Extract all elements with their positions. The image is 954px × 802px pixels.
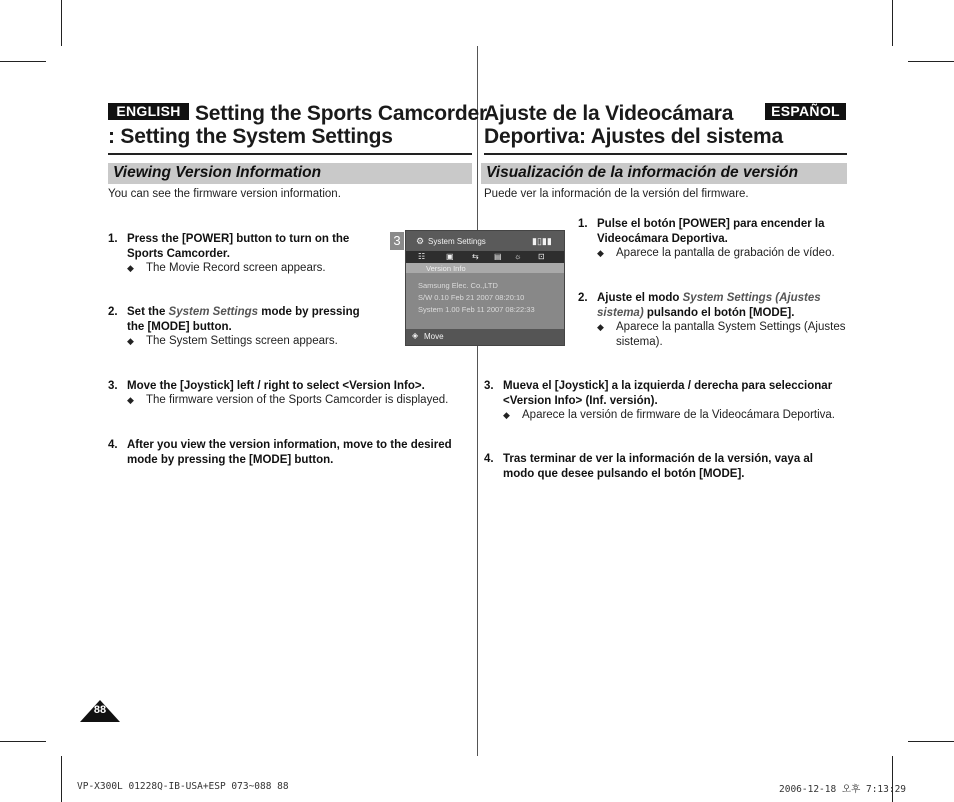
wb-icon: ▣ — [446, 252, 454, 261]
bullet-text: Aparece la pantalla de grabación de vídeo. — [616, 247, 835, 259]
step-badge: 3 — [390, 232, 404, 250]
step-text: Press the [POWER] button to turn on the Sports Camcorder. — [127, 233, 350, 260]
crop-mark — [61, 0, 62, 46]
step-number: 3. — [108, 380, 118, 392]
bullet-text: The firmware version of the Sports Camcorder is displayed. — [146, 394, 449, 406]
screen-icon-row — [406, 251, 564, 263]
camera-screen — [405, 230, 565, 346]
card-icon: ▤ — [494, 252, 502, 261]
step-number: 1. — [578, 218, 588, 230]
step-4-es — [484, 452, 834, 481]
bullet-3-en — [127, 393, 472, 408]
step-number: 3. — [484, 380, 494, 392]
selected-item: Version Info — [426, 264, 466, 273]
language-badge-english: ENGLISH — [108, 103, 189, 120]
light-icon: ☼ — [514, 252, 522, 261]
power-icon: ⊡ — [538, 252, 545, 261]
crop-mark — [892, 756, 893, 802]
diamond-icon: ◆ — [127, 395, 134, 405]
step-text-post: pulsando el botón [MODE]. — [643, 306, 795, 319]
step-text-pre: Set the — [127, 306, 169, 318]
bullet-2-en — [127, 334, 387, 349]
step-2-en — [108, 305, 368, 334]
page-number: 88 — [93, 704, 107, 716]
column-divider — [477, 46, 478, 756]
version-line-1: Samsung Elec. Co.,LTD — [418, 281, 498, 290]
bullet-text: The System Settings screen appears. — [146, 335, 338, 347]
step-number: 4. — [108, 439, 118, 451]
step-text-pre: Ajuste el modo — [597, 292, 683, 304]
move-label: Move — [424, 332, 444, 341]
step-text: Mueva el [Joystick] a la izquierda / derecha para seleccionar <Version Info> (Inf. versión). — [503, 380, 833, 407]
version-line-2: S/W 0.10 Feb 21 2007 08:20:10 — [418, 293, 525, 302]
step-number: 4. — [484, 453, 494, 465]
crop-mark — [908, 741, 954, 742]
mode-name: System Settings (Ajustes sistema) — [597, 292, 821, 319]
crop-mark — [0, 61, 46, 62]
step-text: Move the [Joystick] left / right to select <Version Info>. — [127, 380, 425, 392]
bullet-1-es — [597, 246, 847, 261]
diamond-icon: ◆ — [127, 336, 134, 346]
page-title-en-line2: : Setting the System Settings — [108, 125, 393, 148]
step-3-es — [484, 379, 846, 408]
bullet-3-es — [503, 408, 848, 423]
page-title-es-line2: Deportiva: Ajustes del sistema — [484, 125, 783, 148]
diamond-icon: ◆ — [597, 322, 604, 332]
bullet-text: The Movie Record screen appears. — [146, 262, 326, 274]
section-title: Viewing Version Information — [113, 164, 322, 181]
step-2-es — [578, 291, 843, 320]
section-heading-es — [481, 163, 847, 184]
page-title-en-line1: Setting the Sports Camcorder — [195, 102, 487, 125]
diamond-icon: ◆ — [127, 263, 134, 273]
usb-icon: ⇆ — [472, 252, 479, 261]
section-heading-en — [108, 163, 472, 184]
language-badge-spanish: ESPAÑOL — [765, 103, 846, 120]
intro-text-es: Puede ver la información de la versión del firmware. — [484, 188, 749, 200]
diamond-icon: ◆ — [597, 248, 604, 258]
menu-icon: ☷ — [418, 252, 426, 261]
screen-title: System Settings — [428, 237, 486, 246]
step-1-es — [578, 217, 843, 246]
footer-left: VP-X300L 01228Q-IB-USA+ESP 073~088 88 — [77, 781, 289, 792]
footer-right: 2006-12-18 오후 7:13:29 — [779, 784, 907, 795]
joystick-icon: ◈ — [412, 331, 419, 340]
step-3-en — [108, 379, 468, 394]
step-4-en — [108, 438, 468, 467]
step-number: 2. — [578, 292, 588, 304]
step-text: After you view the version information, move to the desired mode by pressing the [MODE] button. — [127, 439, 452, 466]
step-number: 1. — [108, 233, 118, 245]
title-rule — [484, 153, 847, 155]
step-1-en — [108, 232, 368, 261]
bullet-text: Aparece la pantalla System Settings (Ajustes sistema). — [616, 321, 846, 348]
bullet-2-es — [597, 320, 852, 349]
bullet-text: Aparece la versión de firmware de la Videocámara Deportiva. — [522, 409, 835, 421]
crop-mark — [908, 61, 954, 62]
crop-mark — [61, 756, 62, 802]
version-line-3: System 1.00 Feb 11 2007 08:22:33 — [418, 305, 535, 314]
step-text: Tras terminar de ver la información de la versión, vaya al modo que desee pulsando el botón [MODE]. — [503, 453, 814, 480]
gear-icon: ⚙ — [416, 236, 425, 246]
section-title: Visualización de la información de versión — [486, 164, 799, 181]
crop-mark — [892, 0, 893, 46]
step-text: Pulse el botón [POWER] para encender la Videocámara Deportiva. — [597, 218, 825, 245]
title-rule — [108, 153, 472, 155]
diamond-icon: ◆ — [503, 410, 510, 420]
intro-text-en: You can see the firmware version information. — [108, 188, 341, 200]
step-number: 2. — [108, 306, 118, 318]
page-title-es-line1: Ajuste de la Videocámara — [484, 102, 734, 125]
battery-icon: ▮▯▮▮ — [532, 236, 552, 246]
bullet-1-en — [127, 261, 387, 276]
crop-mark — [0, 741, 46, 742]
step-text-post: mode by pressing the [MODE] button. — [127, 306, 360, 333]
mode-name: System Settings — [168, 306, 259, 318]
